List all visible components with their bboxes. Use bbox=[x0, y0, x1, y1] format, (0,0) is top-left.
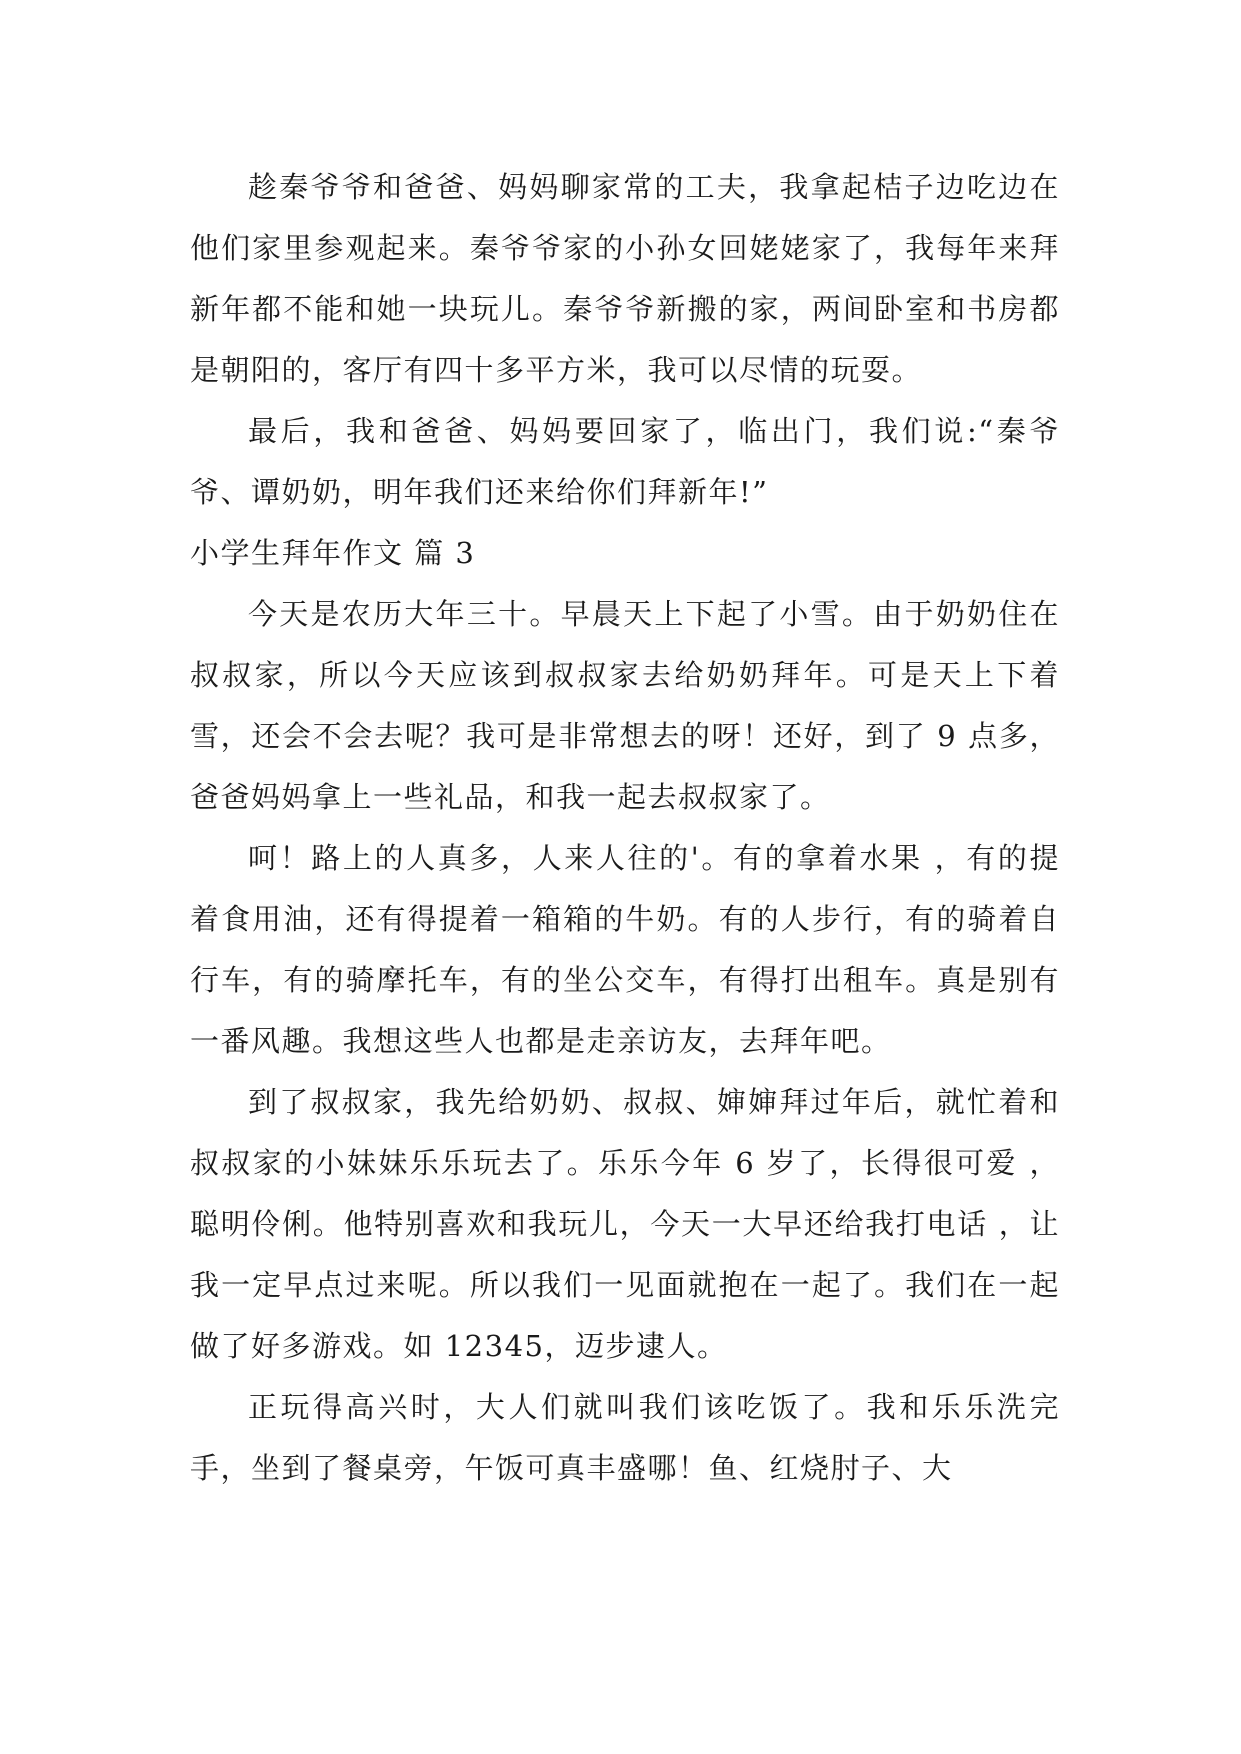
paragraph-3: 今天是农历大年三十。早晨天上下起了小雪。由于奶奶住在叔叔家，所以今天应该到叔叔家去给奶奶拜年。可是天上下着雪，还会不会去呢？我可是非常想去的呀！还好，到了 9 点多，爸爸妈妈拿上一些礼品，和我一起去叔叔家了。 bbox=[190, 597, 1060, 814]
paragraph-6: 正玩得高兴时，大人们就叫我们该吃饭了。我和乐乐洗完手，坐到了餐桌旁，午饭可真丰盛哪！鱼、红烧肘子、大 bbox=[190, 1390, 1060, 1485]
paragraph-4: 呵！路上的人真多，人来人往的'。有的拿着水果 ，有的提着食用油，还有得提着一箱箱的牛奶。有的人步行，有的骑着自行车，有的骑摩托车，有的坐公交车，有得打出租车。真是别有一番风趣。我想这些人也都是走亲访友，去拜年吧。 bbox=[190, 841, 1060, 1058]
paragraph-5: 到了叔叔家，我先给奶奶、叔叔、婶婶拜过年后，就忙着和叔叔家的小妹妹乐乐玩去了。乐乐今年 6 岁了，长得很可爱 ，聪明伶俐。他特别喜欢和我玩儿，今天一大早还给我打电话 ，让我一定早点过来呢。所以我们一见面就抱在一起了。我们在一起做了好多游戏。如 12345，迈步逮人。 bbox=[190, 1085, 1060, 1363]
paragraph-2: 最后，我和爸爸、妈妈要回家了，临出门，我们说:“秦爷爷、谭奶奶，明年我们还来给你们拜新年!” bbox=[190, 414, 1060, 509]
section-heading: 小学生拜年作文 篇 3 bbox=[190, 536, 476, 570]
document-body bbox=[190, 157, 1060, 1499]
paragraph-1: 趁秦爷爷和爸爸、妈妈聊家常的工夫，我拿起桔子边吃边在他们家里参观起来。秦爷爷家的小孙女回姥姥家了，我每年来拜新年都不能和她一块玩儿。秦爷爷新搬的家，两间卧室和书房都是朝阳的，客厅有四十多平方米，我可以尽情的玩耍。 bbox=[190, 170, 1060, 387]
